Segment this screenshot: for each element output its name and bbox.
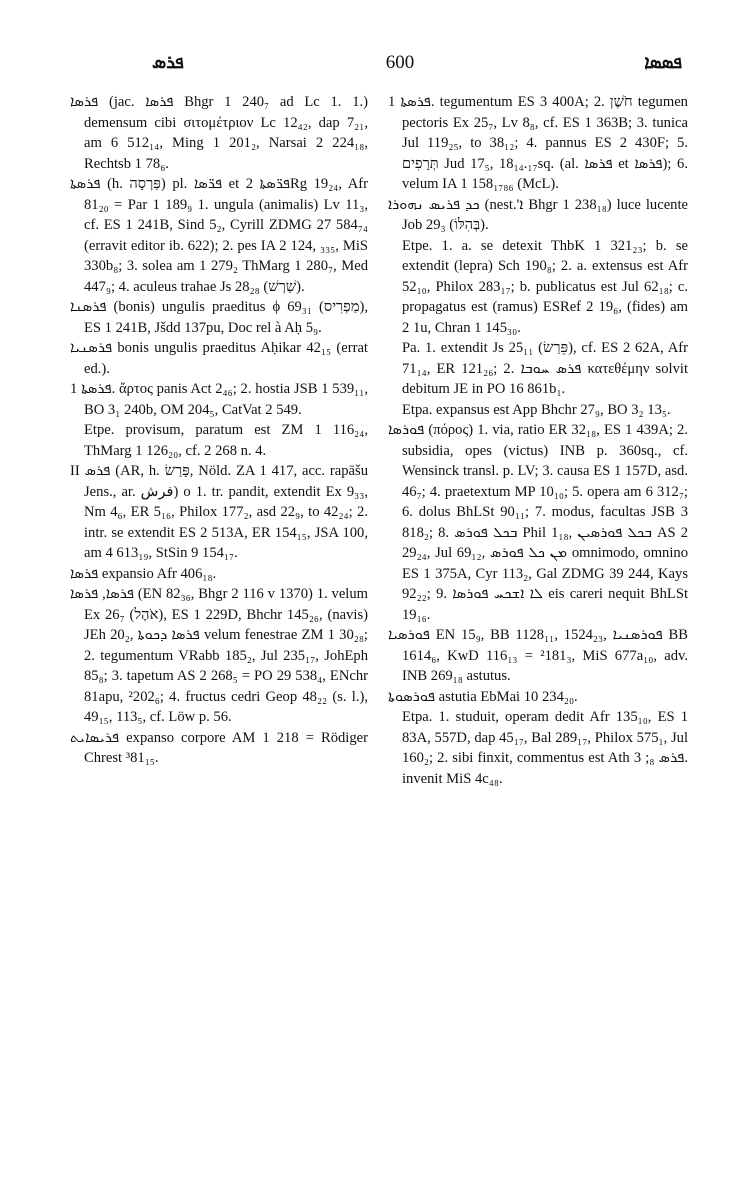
dictionary-entry: ܦܪܣܢܝܐ bonis ungulis praeditus Aḥikar 42₁₅ (errat ed.). [70, 340, 368, 377]
dictionary-entry: ܟܕ ܦܪܝܣ ܢܗܘܪܐ (nest.'ܐ Bhgr 1 238₁₈) luce lucente Job 29₃ (בְּהִלּוֹ). [388, 196, 688, 233]
dictionary-entry: ܦܪܝܣܐܝܬ expanso corpore AM 1 218 = Rödiger Chrest ³81₁₅. [70, 729, 368, 766]
dictionary-entry: II ܦܪܣ (AR, h. פָּרַשׂ, Nöld. ZA 1 417, acc. rapāšu Jens., ar. فرش) o 1. tr. pandit, extendit Ex 9₃₃, Nm 4₆, ER 5₁₆, Philox 177₂, asd 22₉, to 42₂₄; 2. intr. se extendit ES 2 513A, ER 154₁₅, JSA 100, am 4 613₁₉, StSin 9 154₁₇. [70, 463, 368, 561]
dictionary-entry: ܦܪܣܢܐ (bonis) ungulis praeditus ϕ 69₃₁ (מַפְרִיס), ES 1 241B, Jšdd 137pu, Doc rel à Aḥ 5₉. [70, 299, 368, 336]
dictionary-entry: ܦܪܣܬܐ (h. פַּרְסָה) pl. ܦܪ̈ܣܐ et ܦܪ̈ܣܬܐ 2Rg 19₂₄, Afr 81₂₀ = Par 1 189₉ 1. ungula (animalis) Lv 11₃, cf. ES 1 241B, Sind 5₂, Cyrill ZDMG 27 584₇₄ (erravit editor ib. 622); 2. pes IA 2 124, ₃₃₅, MiS 330b₈; 3. solea am 1 279₂ ThMarg 1 280₇, Med 447₉; 4. aculeus trahae Js 28₂₈ (שַׁרְשׁ). [70, 176, 368, 295]
page-header [110, 52, 690, 82]
header-right-catchword: ܦܣܣܐ [644, 52, 682, 72]
right-column [388, 92, 688, 789]
dictionary-entry: ܦܪܣܐ (jac. ܦܪܣܐ Bhgr 1 240₇ ad Lc 1. 1.) demensum cibi σιτομέτριον Lc 12₄₂, dap 7₂₁, am 6 512₁₄, Ming 1 201₂, Narsai 2 224₁₈, Rechtsb 1 78₆. [70, 94, 368, 172]
dictionary-subentry: Etpa. expansus est App Bhchr 27₉, BO 3₂ 13₅. [402, 401, 671, 418]
dictionary-subentry: Etpe. provisum, paratum est ZM 1 116₂₄, ThMarg 1 126₂₀, cf. 2 268 n. 4. [84, 422, 368, 459]
dictionary-entry: ܦܪܣܬܐ 1. tegumentum ES 3 400A; 2. חֹשֶׁן tegumen pectoris Ex 25₇, Lv 8₈, cf. ES 1 363B; 3. tunica Jul 119₂₅, to 38₁₂; 4. pannus ES 2 430F; 5. תְּרָפִים Jud 17₅, 18₁₄.₁₇sq. (al. ܦܪܣܐ et ܦܪܣܐ); 6. velum IA 1 158₁₇₈₆ (McL). [388, 94, 688, 192]
left-column [70, 92, 368, 769]
dictionary-entry: ܦܪܣܐ, ܦܪܣܐ (EN 82₃₆, Bhgr 2 116 v 1370) 1. velum Ex 26₇ (אֹהֶל), ES 1 229D, Bhchr 145₂₆, (navis) JEh 20₂, ܦܪܣܐ ܕܟܘܬܐ velum fenestrae ZM 1 30₂₈; 2. tegumentum VRabb 185₂, Jul 235₁₇, JohEph 85₈; 3. tapetum AS 2 268₅ = PO 29 538₄, ENchr 81apu, ²202₆; 4. fructus cedri Geop 48₂₂ (s. l.), 49₁₅, 113₅, cf. Löw p. 56. [70, 586, 369, 725]
header-left-catchword: ܦܪܣ [152, 52, 184, 72]
dictionary-entry: ܦܘܪܣܐ (πόρος) 1. via, ratio ER 32₁₈, ES 1 439A; 2. subsidia, opes (victus) INB p. 360sq., cf. Wensinck transl. p. LV; 3. causa ES 1 157D, asd. 46₇; 4. praetextum MP 10₁₀; 5. opera am 6 312₇; 6. dolus BhLSt 90₁₁; 7. modus, facultas JSB 3 818₂; 8. ܒܟܠ ܦܘܪܣ Phil 1₁₈, ܒܟܠ ܦܘܪܣܝܢ AS 2 29₂₄, Jul 69₁₂, ܡܢ ܟܠ ܦܘܪܣ omnimodo, omnino ES 1 375A, Cyr 113₂, Gal ZDMG 39 244, Kays 92₂₂; 9. ܠܐ ܐܫܟܚ ܦܘܪܣܐ eis careri nequit BhLSt 19₁₆. [388, 422, 689, 623]
dictionary-subentry: Etpe. 1. a. se detexit ThbK 1 321₂₃; b. se extendit (lepra) Sch 190₈; 2. a. extensus est Afr 52₁₀, Philox 283₁₇; b. publicatus est Jul 62₁₈; c. propagatus est (ramus) ESRef 2 19₆, (fides) am 2 1u, Chran 1 145₃₀. [402, 237, 688, 336]
dictionary-entry: ܦܘܪܣܘܬܐ astutia EbMai 10 234₂₀. [388, 688, 578, 705]
dictionary-entry: ܦܪܣܬܐ 1. ἄρτος panis Act 2₄₆; 2. hostia JSB 1 539₁₁, BO 3₁ 240b, OM 204₅, CatVat 2 549. [70, 381, 368, 418]
dictionary-entry: ܦܪܣܐ expansio Afr 406₁₈. [70, 565, 217, 582]
dictionary-entry: ܦܘܪܣܝܐ EN 15₉, BB 1128₁₁, 1524₂₃, ܦܘܪܣܢܝܐ BB 1614₆, KwD 116₁₃ = ²181₃, MiS 677a₁₀, adv. INB 269₁₈ astutus. [388, 627, 689, 684]
dictionary-subentry: Etpa. 1. studuit, operam dedit Afr 135₁₀, ES 1 83A, 557D, dap 45₁₇, Bal 289₁₇, Philox 575₁, Jul 160₂; 2. sibi finxit, commentus est Ath ܦܪܣ ₈; 3. invenit MiS 4c₄₈. [402, 709, 688, 787]
page-number: 600 [385, 52, 415, 73]
dictionary-subentry: Pa. 1. extendit Js 25₁₁ (פֵּרַשׂ), cf. ES 2 62A, Afr 71₁₄, ER 121₂₆; 2. ܦܪܣ ܚܘܒܐ κατεθέμην solvit debitum JE in PO 16 861b₁. [402, 340, 688, 397]
